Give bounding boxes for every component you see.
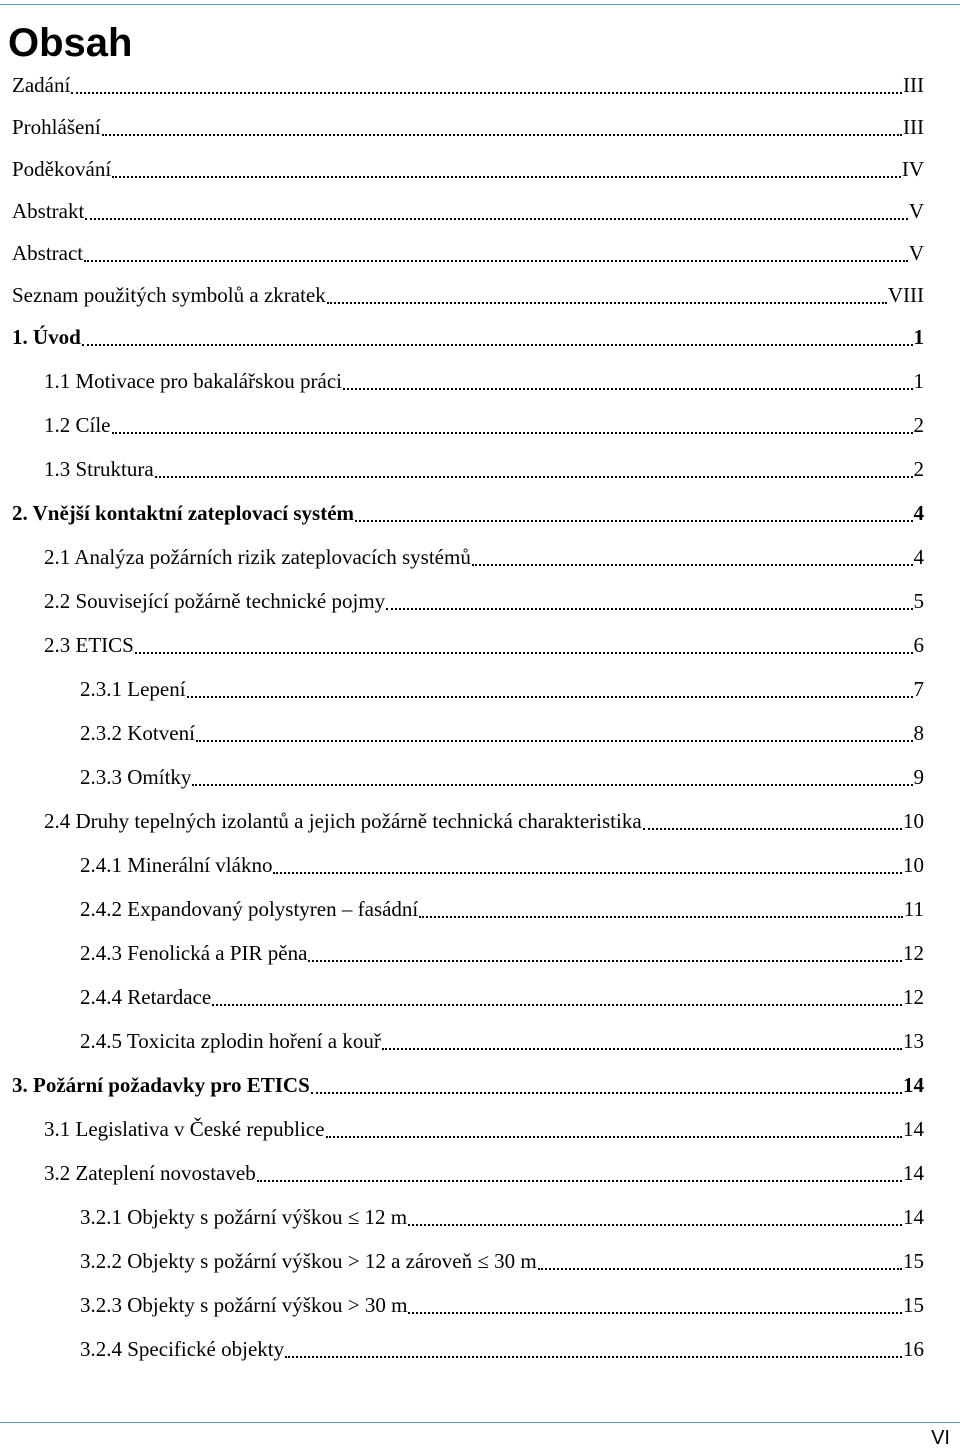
toc-entry-title: 2.3.2 Kotvení	[80, 721, 195, 745]
toc-entry-title: Abstrakt	[12, 199, 85, 223]
dot-leader	[135, 652, 913, 654]
toc-entry-page: 13	[903, 1029, 924, 1053]
toc-entry[interactable]	[12, 68, 924, 102]
toc-entry-page: 2	[913, 457, 924, 481]
toc-entry-page: 9	[913, 765, 924, 789]
toc-entry-title: 2.2 Související požárně technické pojmy	[44, 589, 386, 613]
dot-leader	[472, 564, 913, 566]
toc-entry-title: 2.4.1 Minerální vlákno	[80, 853, 273, 877]
dot-leader	[285, 1356, 902, 1358]
toc-entry-page: 4	[913, 501, 924, 525]
toc-entry-page: 8	[913, 721, 924, 745]
toc-entry[interactable]	[80, 1244, 924, 1278]
toc-entry-page: 14	[903, 1117, 924, 1141]
toc-entry[interactable]	[12, 194, 924, 228]
top-rule	[0, 4, 960, 5]
toc-entry-title: 1.2 Cíle	[44, 413, 111, 437]
toc-entry[interactable]	[80, 1200, 924, 1234]
toc-entry[interactable]	[80, 672, 924, 706]
toc-entry-page: V	[908, 241, 924, 265]
toc-entry-title: 2.4.4 Retardace	[80, 985, 212, 1009]
toc-entry-page: 11	[903, 897, 924, 921]
toc-entry-page: 10	[903, 809, 924, 833]
toc-entry[interactable]	[44, 1112, 924, 1146]
dot-leader	[538, 1268, 902, 1270]
toc-entry[interactable]	[12, 496, 924, 530]
toc-entry[interactable]	[44, 408, 924, 442]
toc-entry-page: 14	[903, 1161, 924, 1185]
toc-entry[interactable]	[80, 980, 924, 1014]
dot-leader	[355, 520, 912, 522]
toc-entry-page: 1	[913, 325, 924, 349]
dot-leader	[212, 1004, 902, 1006]
toc-entry-page: 12	[903, 941, 924, 965]
toc-entry-title: 1.3 Struktura	[44, 457, 154, 481]
toc-entry-title: Zadání	[12, 73, 71, 97]
dot-leader	[196, 740, 913, 742]
toc-entry-title: Poděkování	[12, 157, 112, 181]
dot-leader	[386, 608, 912, 610]
toc-entry-page: 7	[913, 677, 924, 701]
dot-leader	[419, 916, 902, 918]
toc-entry-title: 3.2 Zateplení novostaveb	[44, 1161, 256, 1185]
bottom-rule	[0, 1422, 960, 1423]
toc-entry-page: 16	[903, 1337, 924, 1361]
toc-entry-page: 15	[903, 1293, 924, 1317]
dot-leader	[112, 176, 901, 178]
toc-entry[interactable]	[12, 110, 924, 144]
dot-leader	[85, 218, 908, 220]
toc-entry[interactable]	[12, 278, 924, 312]
dot-leader	[382, 1048, 902, 1050]
toc-entry-title: 3. Požární požadavky pro ETICS	[12, 1073, 310, 1097]
toc-entry-page: 2	[913, 413, 924, 437]
toc-entry[interactable]	[80, 716, 924, 750]
dot-leader	[273, 872, 902, 874]
toc-entry-title: 1.1 Motivace pro bakalářskou práci	[44, 369, 342, 393]
toc-entry[interactable]	[44, 804, 924, 838]
toc-entry-title: 2.4 Druhy tepelných izolantů a jejich požárně technická charakteristika	[44, 809, 642, 833]
toc-entry-title: Prohlášení	[12, 115, 101, 139]
toc-entry[interactable]	[80, 1024, 924, 1058]
dot-leader	[82, 344, 913, 346]
toc-entry-title: 2.4.2 Expandovaný polystyren – fasádní	[80, 897, 419, 921]
toc-entry[interactable]	[44, 584, 924, 618]
toc-entry-title: 3.2.1 Objekty s požární výškou ≤ 12 m	[80, 1205, 408, 1229]
dot-leader	[84, 260, 908, 262]
dot-leader	[155, 476, 913, 478]
toc-entry-page: 5	[913, 589, 924, 613]
toc-entry-title: 2.3.1 Lepení	[80, 677, 186, 701]
toc-entry[interactable]	[80, 892, 924, 926]
toc-entry-page: 14	[903, 1205, 924, 1229]
toc-entry-page: IV	[901, 157, 924, 181]
toc-entry-title: 3.2.2 Objekty s požární výškou > 12 a zároveň ≤ 30 m	[80, 1249, 537, 1273]
toc-entry-title: 2.4.3 Fenolická a PIR pěna	[80, 941, 308, 965]
toc-entry[interactable]	[12, 152, 924, 186]
toc-entry-title: Abstract	[12, 241, 84, 265]
toc-entry[interactable]	[12, 320, 924, 354]
toc-entry[interactable]	[80, 936, 924, 970]
toc-entry[interactable]	[44, 452, 924, 486]
toc-entry-page: III	[903, 73, 924, 97]
toc-entry-title: 2.4.5 Toxicita zplodin hoření a kouř	[80, 1029, 381, 1053]
dot-leader	[408, 1224, 902, 1226]
toc-entry-title: 2.1 Analýza požárních rizik zateplovacích systémů	[44, 545, 471, 569]
dot-leader	[343, 388, 913, 390]
toc-entry-title: 3.2.4 Specifické objekty	[80, 1337, 285, 1361]
toc-entry[interactable]	[80, 760, 924, 794]
dot-leader	[192, 784, 912, 786]
toc-entry-page: 1	[913, 369, 924, 393]
dot-leader	[326, 1136, 903, 1138]
toc-entry-page: 4	[913, 545, 924, 569]
toc-entry-page: VIII	[887, 283, 924, 307]
toc-entry-page: 15	[903, 1249, 924, 1273]
toc-entry-page: 6	[913, 633, 924, 657]
toc-entry-page: 12	[903, 985, 924, 1009]
toc-entry[interactable]	[44, 628, 924, 662]
dot-leader	[311, 1092, 902, 1094]
toc-entry[interactable]	[44, 1156, 924, 1190]
toc-entry-title: Seznam použitých symbolů a zkratek	[12, 283, 326, 307]
toc-entry-page: 14	[903, 1073, 924, 1097]
dot-leader	[257, 1180, 902, 1182]
toc-entry[interactable]	[80, 1332, 924, 1366]
toc-entry[interactable]	[44, 540, 924, 574]
toc-entry-page: III	[903, 115, 924, 139]
toc-entry[interactable]	[12, 236, 924, 270]
toc-entry[interactable]	[44, 364, 924, 398]
toc-entry[interactable]	[12, 1068, 924, 1102]
toc-heading: Obsah	[8, 21, 133, 65]
toc-entry-title: 3.2.3 Objekty s požární výškou > 30 m	[80, 1293, 408, 1317]
toc-entry-title: 2.3 ETICS	[44, 633, 134, 657]
dot-leader	[327, 302, 887, 304]
dot-leader	[112, 432, 913, 434]
toc-entry-page: 10	[903, 853, 924, 877]
toc-entry-title: 3.1 Legislativa v České republice	[44, 1117, 325, 1141]
page-number: VI	[931, 1427, 950, 1449]
toc-entry-title: 2. Vnější kontaktní zateplovací systém	[12, 501, 355, 525]
dot-leader	[102, 134, 902, 136]
dot-leader	[408, 1312, 902, 1314]
toc-entry[interactable]	[80, 848, 924, 882]
dot-leader	[643, 828, 902, 830]
dot-leader	[187, 696, 913, 698]
toc-entry-title: 1. Úvod	[12, 325, 81, 349]
dot-leader	[308, 960, 902, 962]
toc-entry-page: V	[908, 199, 924, 223]
toc-entry[interactable]	[80, 1288, 924, 1322]
dot-leader	[71, 92, 902, 94]
toc-entry-title: 2.3.3 Omítky	[80, 765, 192, 789]
